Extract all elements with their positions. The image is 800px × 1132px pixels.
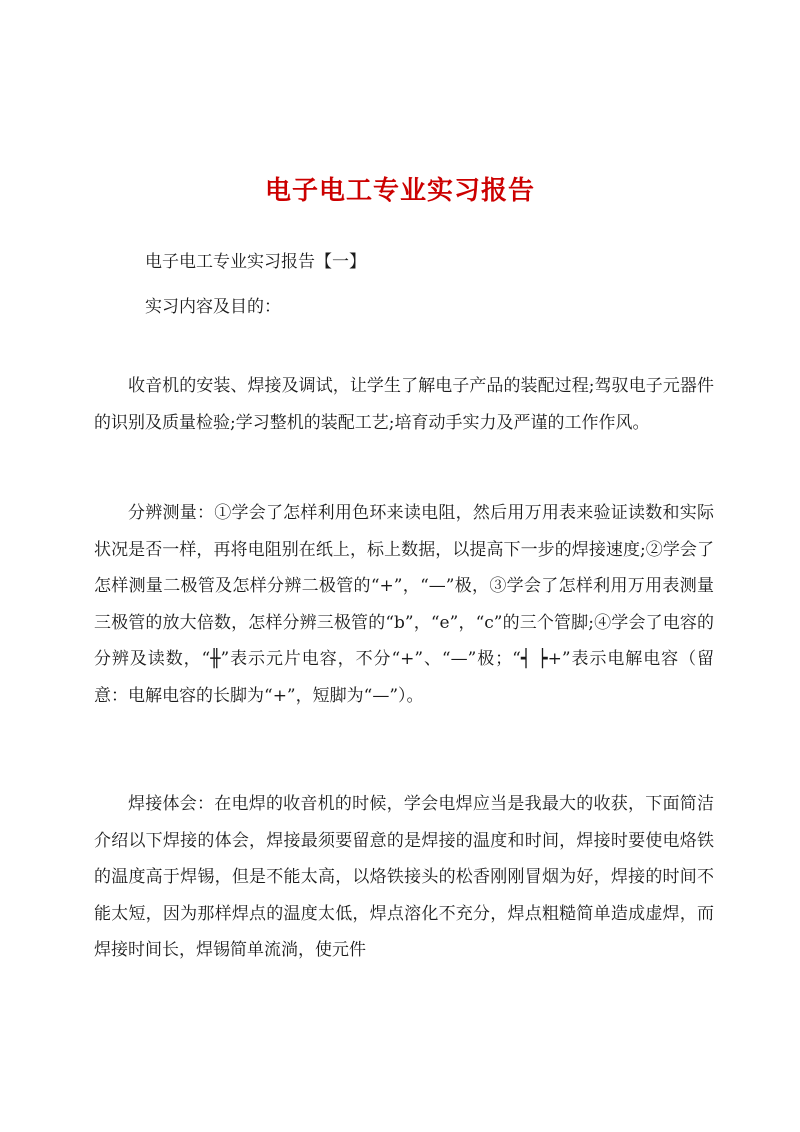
report-subtitle: 电子电工专业实习报告【一】 xyxy=(145,252,366,272)
paragraph-purpose: 收音机的安装、焊接及调试，让学生了解电子产品的装配过程;驾驭电子元器件的识别及质量检验;学习整机的装配工艺;培育动手实力及严谨的工作作风。 xyxy=(94,376,714,433)
paragraph-measurement: 分辨测量：①学会了怎样利用色环来读电阻，然后用万用表来验证读数和实际状况是否一样，再将电阻别在纸上，标上数据，以提高下一步的焊接速度;②学会了怎样测量二极管及怎样分辨二极管的“+”，“—”极，③学会了怎样利用万用表测量三极管的放大倍数，怎样分辨三极管的“b”，“e”，“c”的三个管脚;④学会了电容的分辨及读数，“╫”表示元片电容，不分“+”、“—”极；“┥ ┝+”表示电解电容（留意：电解电容的长脚为“+”，短脚为“—”）。 xyxy=(94,503,714,706)
document-title: 电子电工专业实习报告 xyxy=(264,176,535,206)
paragraph-soldering: 焊接体会：在电焊的收音机的时候，学会电焊应当是我最大的收获，下面简洁介绍以下焊接的体会，焊接最须要留意的是焊接的温度和时间，焊接时要使电烙铁的温度高于焊锡，但是不能太高，以烙铁接头的松香刚刚冒烟为好，焊接的时间不能太短，因为那样焊点的温度太低，焊点溶化不充分，焊点粗糙简单造成虚焊，而焊接时间长，焊锡简单流淌，使元件 xyxy=(94,794,714,961)
section-heading: 实习内容及目的： xyxy=(145,297,281,317)
